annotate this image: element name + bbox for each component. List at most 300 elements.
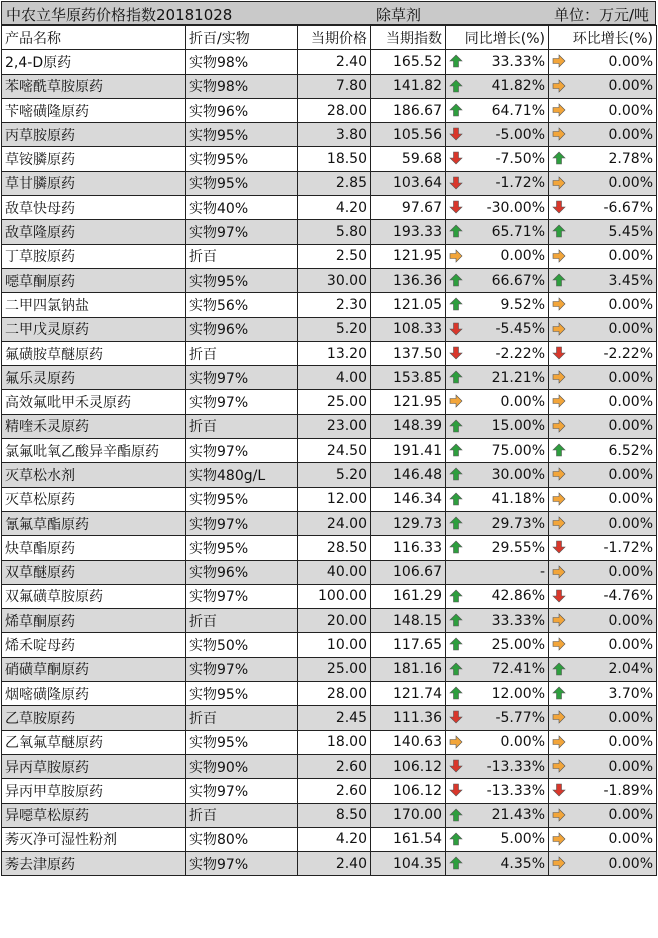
table-row [2,293,657,317]
basis-cell [186,439,298,463]
basis-cell [186,244,298,268]
mom-cell [549,171,657,195]
product-name-cell [2,779,186,803]
index-cell [371,268,446,292]
up-arrow-icon [449,443,463,457]
yoy-cell [446,657,549,681]
product-name-cell [2,244,186,268]
product-name-cell [2,268,186,292]
yoy-cell [446,341,549,365]
basis-text: 实物97% [189,783,249,800]
basis-cell [186,98,298,122]
yoy-text: 66.67% [491,272,545,289]
basis-text: 实物96% [189,565,249,582]
price-cell [298,268,371,292]
product-name-cell [2,536,186,560]
mom-text: 0.00% [608,734,653,751]
yoy-text: 41.18% [491,491,545,508]
price-cell [298,803,371,827]
basis-text: 实物95% [189,492,249,509]
yoy-cell [446,220,549,244]
basis-text: 实物95% [189,127,249,144]
product-name-cell [2,609,186,633]
index-cell [371,730,446,754]
basis-text: 实物56% [189,297,249,314]
mom-cell [549,609,657,633]
yoy-cell [446,74,549,98]
price-text: 8.50 [335,807,367,824]
price-text: 24.00 [326,515,367,532]
price-text: 18.00 [326,734,367,751]
index-cell [371,147,446,171]
table-row [2,171,657,195]
table-row [2,633,657,657]
price-text: 28.00 [326,102,367,119]
price-text: 7.80 [335,78,367,95]
yoy-cell [446,584,549,608]
basis-text: 折百 [189,808,217,825]
mom-text: 5.45% [608,224,653,241]
down-arrow-icon [449,200,463,214]
up-arrow-icon [449,662,463,676]
index-cell [371,511,446,535]
mom-text: 0.00% [608,296,653,313]
product-name-cell [2,803,186,827]
basis-cell [186,268,298,292]
up-arrow-icon [552,151,566,165]
table-row [2,682,657,706]
price-cell [298,293,371,317]
index-text: 116.33 [393,539,442,556]
mom-cell [549,779,657,803]
index-cell [371,754,446,778]
index-text: 104.35 [393,855,442,872]
mom-cell [549,730,657,754]
price-text: 28.00 [326,685,367,702]
product-name-text: 氰氟草酯原药 [5,516,89,533]
price-text: 28.50 [326,539,367,556]
up-arrow-icon [449,54,463,68]
basis-text: 实物96% [189,103,249,120]
product-name-cell [2,706,186,730]
yoy-text: 5.00% [500,831,545,848]
basis-cell [186,414,298,438]
right-arrow-icon [552,710,566,724]
price-cell [298,147,371,171]
up-arrow-icon [449,613,463,627]
header-row [2,26,657,50]
product-name-cell [2,730,186,754]
up-arrow-icon [449,103,463,117]
mom-cell [549,98,657,122]
price-text: 100.00 [318,588,367,605]
product-name-cell [2,439,186,463]
basis-text: 实物96% [189,322,249,339]
basis-cell [186,220,298,244]
price-text: 2.40 [335,53,367,70]
right-arrow-icon [552,79,566,93]
yoy-cell [446,98,549,122]
yoy-cell [446,293,549,317]
basis-text: 折百 [189,419,217,436]
yoy-cell [446,754,549,778]
index-text: 148.39 [393,418,442,435]
product-name-cell [2,827,186,851]
yoy-text: -13.33% [486,758,545,775]
mom-text: 0.00% [608,855,653,872]
down-arrow-icon [449,783,463,797]
index-text: 161.54 [393,831,442,848]
right-arrow-icon [552,370,566,384]
index-text: 161.29 [393,588,442,605]
yoy-text: 21.21% [491,369,545,386]
basis-text: 实物80% [189,832,249,849]
yoy-text: 4.35% [500,855,545,872]
product-name-cell [2,560,186,584]
product-name-text: 二甲戊灵原药 [5,322,89,339]
price-text: 5.80 [335,224,367,241]
mom-cell [549,852,657,876]
right-arrow-icon [552,322,566,336]
mom-text: 0.00% [608,466,653,483]
basis-text: 实物97% [189,516,249,533]
down-arrow-icon [449,322,463,336]
product-name-cell [2,50,186,74]
index-cell [371,584,446,608]
index-cell [371,50,446,74]
price-text: 10.00 [326,637,367,654]
index-cell [371,220,446,244]
down-arrow-icon [449,346,463,360]
product-name-cell [2,754,186,778]
up-arrow-icon [449,516,463,530]
table-row [2,730,657,754]
up-arrow-icon [449,637,463,651]
basis-cell [186,852,298,876]
down-arrow-icon [552,200,566,214]
mom-cell [549,560,657,584]
basis-text: 实物95% [189,273,249,290]
yoy-cell [446,147,549,171]
product-name-cell [2,390,186,414]
product-name-text: 乙氧氟草醚原药 [5,735,103,752]
basis-cell [186,50,298,74]
table-row [2,852,657,876]
down-arrow-icon [449,127,463,141]
up-arrow-icon [552,686,566,700]
table-row [2,536,657,560]
basis-cell [186,390,298,414]
table-row [2,74,657,98]
mom-cell [549,803,657,827]
index-text: 153.85 [393,369,442,386]
basis-text: 实物95% [189,686,249,703]
price-cell [298,196,371,220]
down-arrow-icon [552,346,566,360]
yoy-text: 0.00% [500,248,545,265]
product-name-text: 灭草松原药 [5,492,75,509]
price-cell [298,220,371,244]
mom-text: 3.45% [608,272,653,289]
mom-text: -2.22% [603,345,653,362]
mom-text: 0.00% [608,612,653,629]
mom-cell [549,706,657,730]
mom-cell [549,366,657,390]
unit-label: 单位：万元/吨 [553,6,649,24]
mom-cell [549,414,657,438]
table-row [2,98,657,122]
product-name-cell [2,511,186,535]
yoy-text: -13.33% [486,782,545,799]
yoy-cell [446,268,549,292]
product-name-text: 2,4-D原药 [5,54,72,71]
yoy-cell [446,609,549,633]
index-text: 105.56 [393,126,442,143]
index-cell [371,98,446,122]
index-text: 140.63 [393,734,442,751]
mom-text: 0.00% [608,418,653,435]
index-text: 121.95 [393,248,442,265]
mom-cell [549,317,657,341]
index-cell [371,74,446,98]
product-name-text: 炔草酯原药 [5,540,75,557]
product-name-text: 硝磺草酮原药 [5,662,89,679]
table-row [2,706,657,730]
price-text: 3.80 [335,126,367,143]
product-name-text: 莠灭净可湿性粉剂 [5,832,117,849]
mom-cell [549,439,657,463]
product-name-text: 氯氟吡氧乙酸异辛酯原药 [5,443,159,460]
basis-cell [186,293,298,317]
index-text: 103.64 [393,175,442,192]
product-name-cell [2,463,186,487]
basis-cell [186,584,298,608]
index-cell [371,439,446,463]
index-text: 170.00 [393,807,442,824]
down-arrow-icon [552,783,566,797]
down-arrow-icon [552,540,566,554]
product-name-text: 异噁草松原药 [5,808,89,825]
index-text: 165.52 [393,53,442,70]
mom-text: 0.00% [608,321,653,338]
price-text: 24.50 [326,442,367,459]
index-cell [371,487,446,511]
table-row [2,268,657,292]
price-cell [298,414,371,438]
index-text: 106.12 [393,782,442,799]
product-name-text: 敌草隆原药 [5,225,75,242]
product-name-cell [2,317,186,341]
price-cell [298,706,371,730]
product-name-text: 噁草酮原药 [5,273,75,290]
mom-text: 0.00% [608,564,653,581]
basis-text: 折百 [189,710,217,727]
product-name-cell [2,196,186,220]
yoy-cell [446,123,549,147]
mom-text: 0.00% [608,53,653,70]
basis-cell [186,633,298,657]
mom-text: -4.76% [603,588,653,605]
product-name-text: 草铵膦原药 [5,152,75,169]
down-arrow-icon [552,589,566,603]
table-row [2,511,657,535]
right-arrow-icon [552,565,566,579]
price-cell [298,852,371,876]
index-text: 59.68 [401,151,442,168]
yoy-cell [446,196,549,220]
price-cell [298,244,371,268]
index-text: 136.36 [393,272,442,289]
basis-text: 实物97% [189,662,249,679]
table-row [2,123,657,147]
yoy-text: -1.72% [495,175,545,192]
mom-cell [549,657,657,681]
yoy-text: -5.77% [495,709,545,726]
mom-cell [549,487,657,511]
price-cell [298,657,371,681]
price-table [1,25,657,876]
table-row [2,147,657,171]
product-name-text: 丁草胺原药 [5,249,75,266]
price-cell [298,511,371,535]
yoy-cell [446,171,549,195]
down-arrow-icon [449,759,463,773]
yoy-cell [446,414,549,438]
basis-text: 实物95% [189,540,249,557]
mom-cell [549,74,657,98]
table-row [2,414,657,438]
index-cell [371,414,446,438]
price-cell [298,463,371,487]
mom-text: 0.00% [608,102,653,119]
product-name-cell [2,682,186,706]
index-text: 117.65 [393,637,442,654]
mom-cell [549,633,657,657]
right-arrow-icon [552,735,566,749]
index-text: 193.33 [393,224,442,241]
basis-cell [186,317,298,341]
mom-text: 0.00% [608,709,653,726]
yoy-text: 12.00% [491,685,545,702]
product-name-cell [2,633,186,657]
product-name-text: 烟嘧磺隆原药 [5,686,89,703]
table-row [2,366,657,390]
index-text: 191.41 [393,442,442,459]
basis-cell [186,803,298,827]
basis-cell [186,74,298,98]
header-current-price: 当期价格 [298,26,371,50]
header-product-name: 产品名称 [2,26,186,50]
mom-cell [549,341,657,365]
price-text: 2.30 [335,296,367,313]
yoy-cell [446,827,549,851]
yoy-cell [446,779,549,803]
basis-cell [186,171,298,195]
basis-text: 实物97% [189,856,249,873]
price-text: 12.00 [326,491,367,508]
price-cell [298,390,371,414]
yoy-cell [446,463,549,487]
product-name-text: 灭草松水剂 [5,467,75,484]
right-arrow-icon [449,394,463,408]
price-text: 2.60 [335,782,367,799]
index-text: 146.34 [393,491,442,508]
basis-cell [186,366,298,390]
index-cell [371,852,446,876]
mom-text: 0.00% [608,491,653,508]
yoy-text: 30.00% [491,466,545,483]
basis-text: 实物97% [189,589,249,606]
yoy-cell [446,244,549,268]
yoy-text: 64.71% [491,102,545,119]
basis-text: 实物97% [189,443,249,460]
header-current-index: 当期指数 [371,26,446,50]
right-arrow-icon [552,492,566,506]
yoy-cell [446,536,549,560]
basis-cell [186,657,298,681]
product-name-cell [2,98,186,122]
down-arrow-icon [449,176,463,190]
mom-cell [549,220,657,244]
right-arrow-icon [552,249,566,263]
product-name-cell [2,171,186,195]
basis-text: 实物95% [189,735,249,752]
product-name-text: 二甲四氯钠盐 [5,297,89,314]
price-cell [298,633,371,657]
product-name-text: 莠去津原药 [5,856,75,873]
price-cell [298,779,371,803]
basis-cell [186,682,298,706]
price-cell [298,98,371,122]
right-arrow-icon [552,613,566,627]
yoy-cell [446,317,549,341]
price-cell [298,50,371,74]
yoy-cell [446,487,549,511]
yoy-cell [446,803,549,827]
table-row [2,803,657,827]
basis-cell [186,463,298,487]
table-row [2,341,657,365]
basis-cell [186,609,298,633]
price-cell [298,584,371,608]
up-arrow-icon [449,370,463,384]
mom-text: -1.72% [603,539,653,556]
up-arrow-icon [449,297,463,311]
up-arrow-icon [449,686,463,700]
mom-cell [549,196,657,220]
price-cell [298,171,371,195]
product-name-text: 苄嘧磺隆原药 [5,103,89,120]
price-text: 25.00 [326,394,367,411]
index-text: 111.36 [393,709,442,726]
basis-cell [186,730,298,754]
header-mom-growth: 环比增长(%) [549,26,657,50]
mom-cell [549,293,657,317]
product-name-cell [2,487,186,511]
right-arrow-icon [449,249,463,263]
mom-cell [549,50,657,74]
index-cell [371,123,446,147]
mom-text: -6.67% [603,199,653,216]
table-row [2,463,657,487]
price-text: 23.00 [326,418,367,435]
up-arrow-icon [449,79,463,93]
basis-text: 实物90% [189,759,249,776]
price-cell [298,754,371,778]
mom-cell [549,682,657,706]
right-arrow-icon [552,394,566,408]
title-bar [1,1,656,25]
